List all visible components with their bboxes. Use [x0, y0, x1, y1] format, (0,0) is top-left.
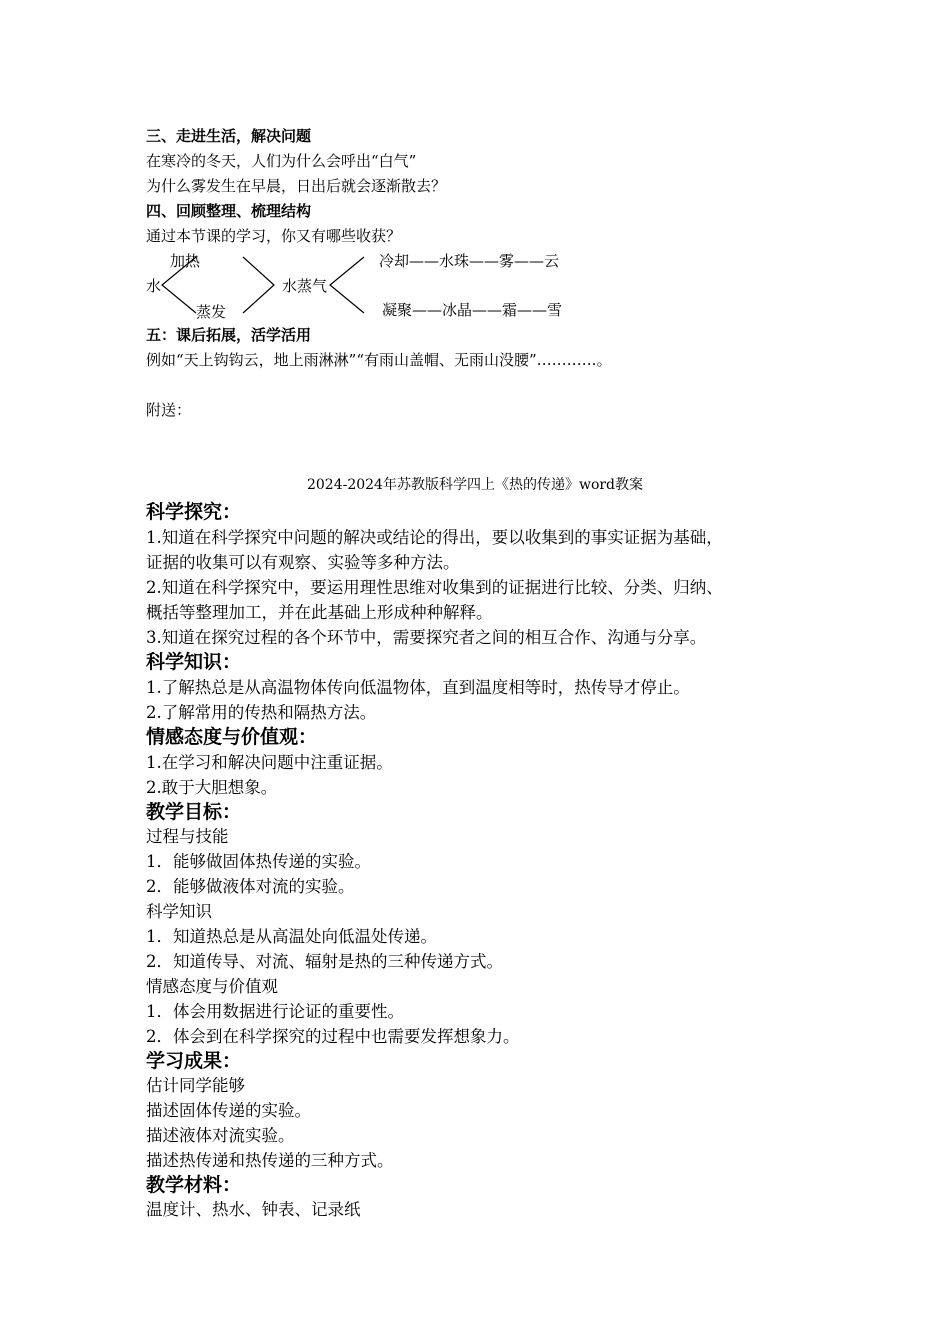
text-line: 温度计、热水、钟表、记录纸 — [146, 1200, 361, 1219]
text-line: 1．体会用数据进行论证的重要性。 — [146, 1002, 404, 1021]
text-line: 估计同学能够 — [146, 1076, 245, 1095]
text-line: 1.在学习和解决问题中注重证据。 — [146, 753, 393, 772]
section-heading: 科学知识： — [146, 651, 242, 673]
text-line: 证据的收集可以有观察、实验等多种方法。 — [146, 553, 460, 572]
text-line: 3.知道在探究过程的各个环节中，需要探究者之间的相互合作、沟通与分享。 — [146, 628, 707, 647]
document-title: 2024-2024年苏教版科学四上《热的传递》word教案 — [306, 477, 644, 493]
diagram-branch-condense: 凝聚——冰晶——霜——雪 — [382, 301, 563, 319]
section-heading: 教学材料： — [146, 1174, 242, 1196]
paragraph: 通过本节课的学习，你又有哪些收获？ — [146, 227, 402, 245]
section-heading-3: 三、走进生活，解决问题 — [146, 127, 312, 145]
text-line: 1．能够做固体热传递的实验。 — [146, 852, 371, 871]
text-line: 1.知道在科学探究中问题的解决或结论的得出，要以收集到的事实证据为基础， — [146, 528, 723, 547]
diagram-label-evaporate: 蒸发 — [196, 303, 227, 321]
subheading: 情感态度与价值观 — [146, 977, 278, 996]
section-heading-5: 五：课后拓展，活学活用 — [146, 326, 312, 344]
paragraph: 例如“天上钩钩云，地上雨淋淋”“有雨山盖帽、无雨山没腰”…………。 — [146, 351, 612, 369]
water-cycle-diagram — [146, 249, 606, 325]
subheading: 科学知识 — [146, 902, 212, 921]
text-line: 1．知道热总是从高温处向低温处传递。 — [146, 927, 437, 946]
subheading: 过程与技能 — [146, 827, 229, 846]
section-heading: 情感态度与价值观： — [146, 726, 318, 748]
text-line: 描述热传递和热传递的三种方式。 — [146, 1151, 394, 1170]
diagram-branch-cool: 冷却——水珠——雾——云 — [379, 252, 560, 270]
section-heading: 教学目标： — [146, 801, 242, 823]
text-line: 描述液体对流实验。 — [146, 1126, 295, 1145]
text-line: 2．能够做液体对流的实验。 — [146, 877, 355, 896]
diagram-node-vapor: 水蒸气 — [282, 277, 328, 295]
text-line: 2.敢于大胆想象。 — [146, 778, 278, 797]
text-line: 2.知道在科学探究中，要运用理性思维对收集到的证据进行比较、分类、归纳、 — [146, 578, 723, 597]
diagram-label-heat: 加热 — [170, 252, 201, 270]
appendix-label: 附送： — [146, 401, 192, 419]
section-heading: 科学探究： — [146, 501, 242, 523]
text-line: 概括等整理加工，并在此基础上形成种种解释。 — [146, 603, 493, 622]
question-line: 在寒冷的冬天，人们为什么会呼出“白气” — [146, 152, 417, 170]
section-heading: 学习成果： — [146, 1050, 242, 1072]
text-line: 2.了解常用的传热和隔热方法。 — [146, 703, 377, 722]
diagram-node-water: 水 — [146, 277, 162, 295]
text-line: 1.了解热总是从高温物体传向低温物体，直到温度相等时，热传导才停止。 — [146, 678, 690, 697]
question-line: 为什么雾发生在早晨，日出后就会逐渐散去？ — [146, 177, 447, 195]
text-line: 2．知道传导、对流、辐射是热的三种传递方式。 — [146, 952, 503, 971]
text-line: 2．体会到在科学探究的过程中也需要发挥想象力。 — [146, 1027, 520, 1046]
text-line: 描述固体传递的实验。 — [146, 1101, 311, 1120]
section-heading-4: 四、回顾整理、梳理结构 — [146, 202, 312, 220]
